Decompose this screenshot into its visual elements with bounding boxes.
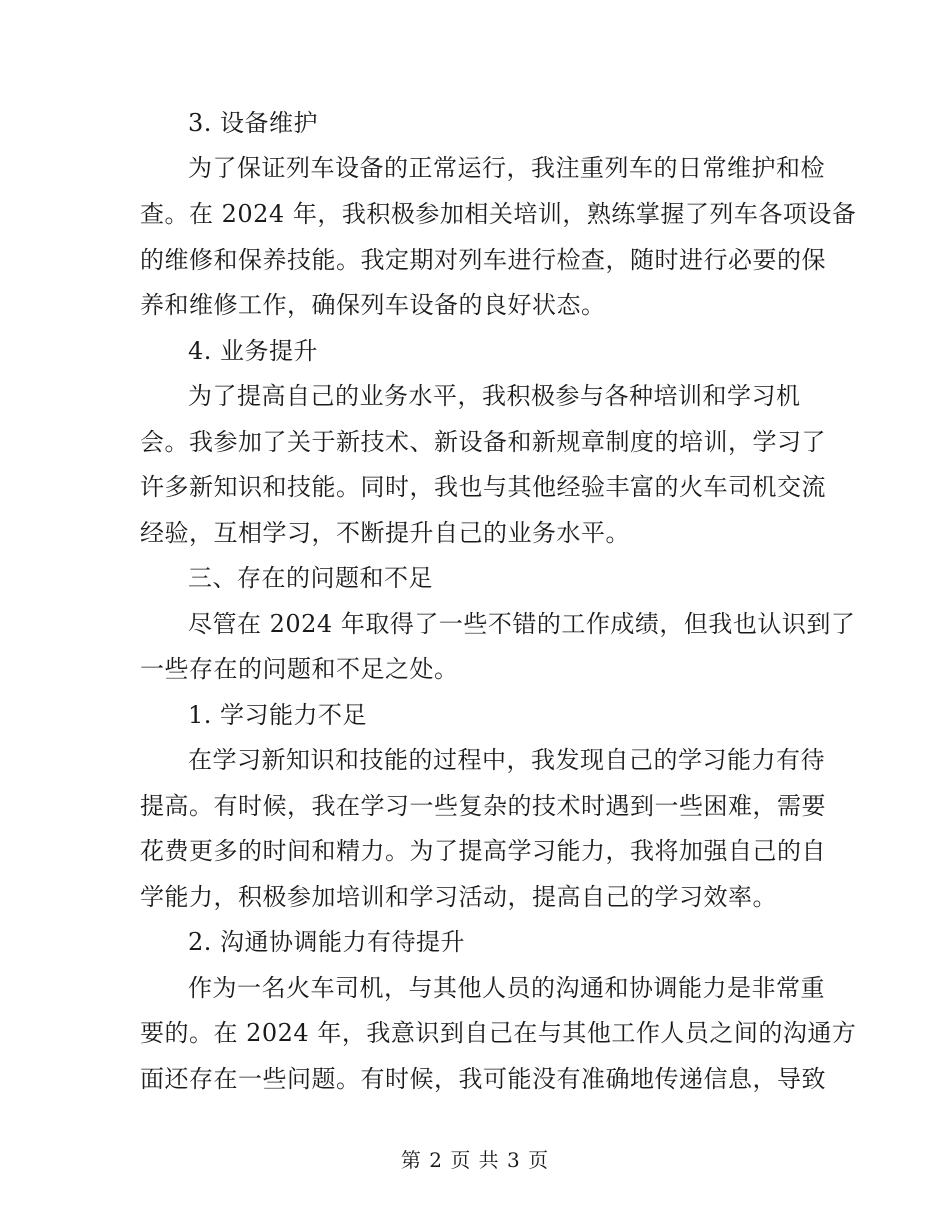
paragraph-line: 的维修和保养技能。我定期对列车进行检查，随时进行必要的保	[140, 246, 826, 274]
paragraph-line: 提高。有时候，我在学习一些复杂的技术时遇到一些困难，需要	[140, 792, 826, 820]
paragraph-line: 为了提高自己的业务水平，我积极参与各种培训和学习机	[188, 382, 801, 410]
paragraph-line: 作为一名火车司机，与其他人员的沟通和协调能力是非常重	[188, 974, 825, 1002]
section-heading-problems: 三、存在的问题和不足	[188, 564, 433, 592]
paragraph-line: 经验，互相学习，不断提升自己的业务水平。	[140, 519, 630, 547]
paragraph-line: 许多新知识和技能。同时，我也与其他经验丰富的火车司机交流	[140, 473, 826, 501]
paragraph-line: 学能力，积极参加培训和学习活动，提高自己的学习效率。	[140, 883, 777, 911]
paragraph-line: 在学习新知识和技能的过程中，我发现自己的学习能力有待	[188, 746, 825, 774]
heading-communication: 2. 沟通协调能力有待提升	[188, 928, 466, 956]
page-footer: 第 2 页 共 3 页	[400, 1148, 550, 1172]
paragraph-line: 为了保证列车设备的正常运行，我注重列车的日常维护和检	[188, 154, 825, 182]
paragraph-line: 花费更多的时间和精力。为了提高学习能力，我将加强自己的自	[140, 837, 826, 865]
heading-equipment-maintenance: 3. 设备维护	[188, 109, 319, 137]
paragraph-line: 养和维修工作，确保列车设备的良好状态。	[140, 291, 606, 319]
paragraph-line: 查。在 2024 年，我积极参加相关培训，熟练掌握了列车各项设备	[140, 200, 857, 228]
paragraph-line: 面还存在一些问题。有时候，我可能没有准确地传递信息，导致	[140, 1065, 826, 1093]
paragraph-line: 要的。在 2024 年，我意识到自己在与其他工作人员之间的沟通方	[140, 1019, 857, 1047]
paragraph-line: 尽管在 2024 年取得了一些不错的工作成绩，但我也认识到了	[188, 610, 856, 638]
paragraph-line: 一些存在的问题和不足之处。	[140, 655, 459, 683]
heading-learning-ability: 1. 学习能力不足	[188, 701, 368, 729]
paragraph-line: 会。我参加了关于新技术、新设备和新规章制度的培训，学习了	[140, 428, 826, 456]
heading-business-improvement: 4. 业务提升	[188, 337, 319, 365]
